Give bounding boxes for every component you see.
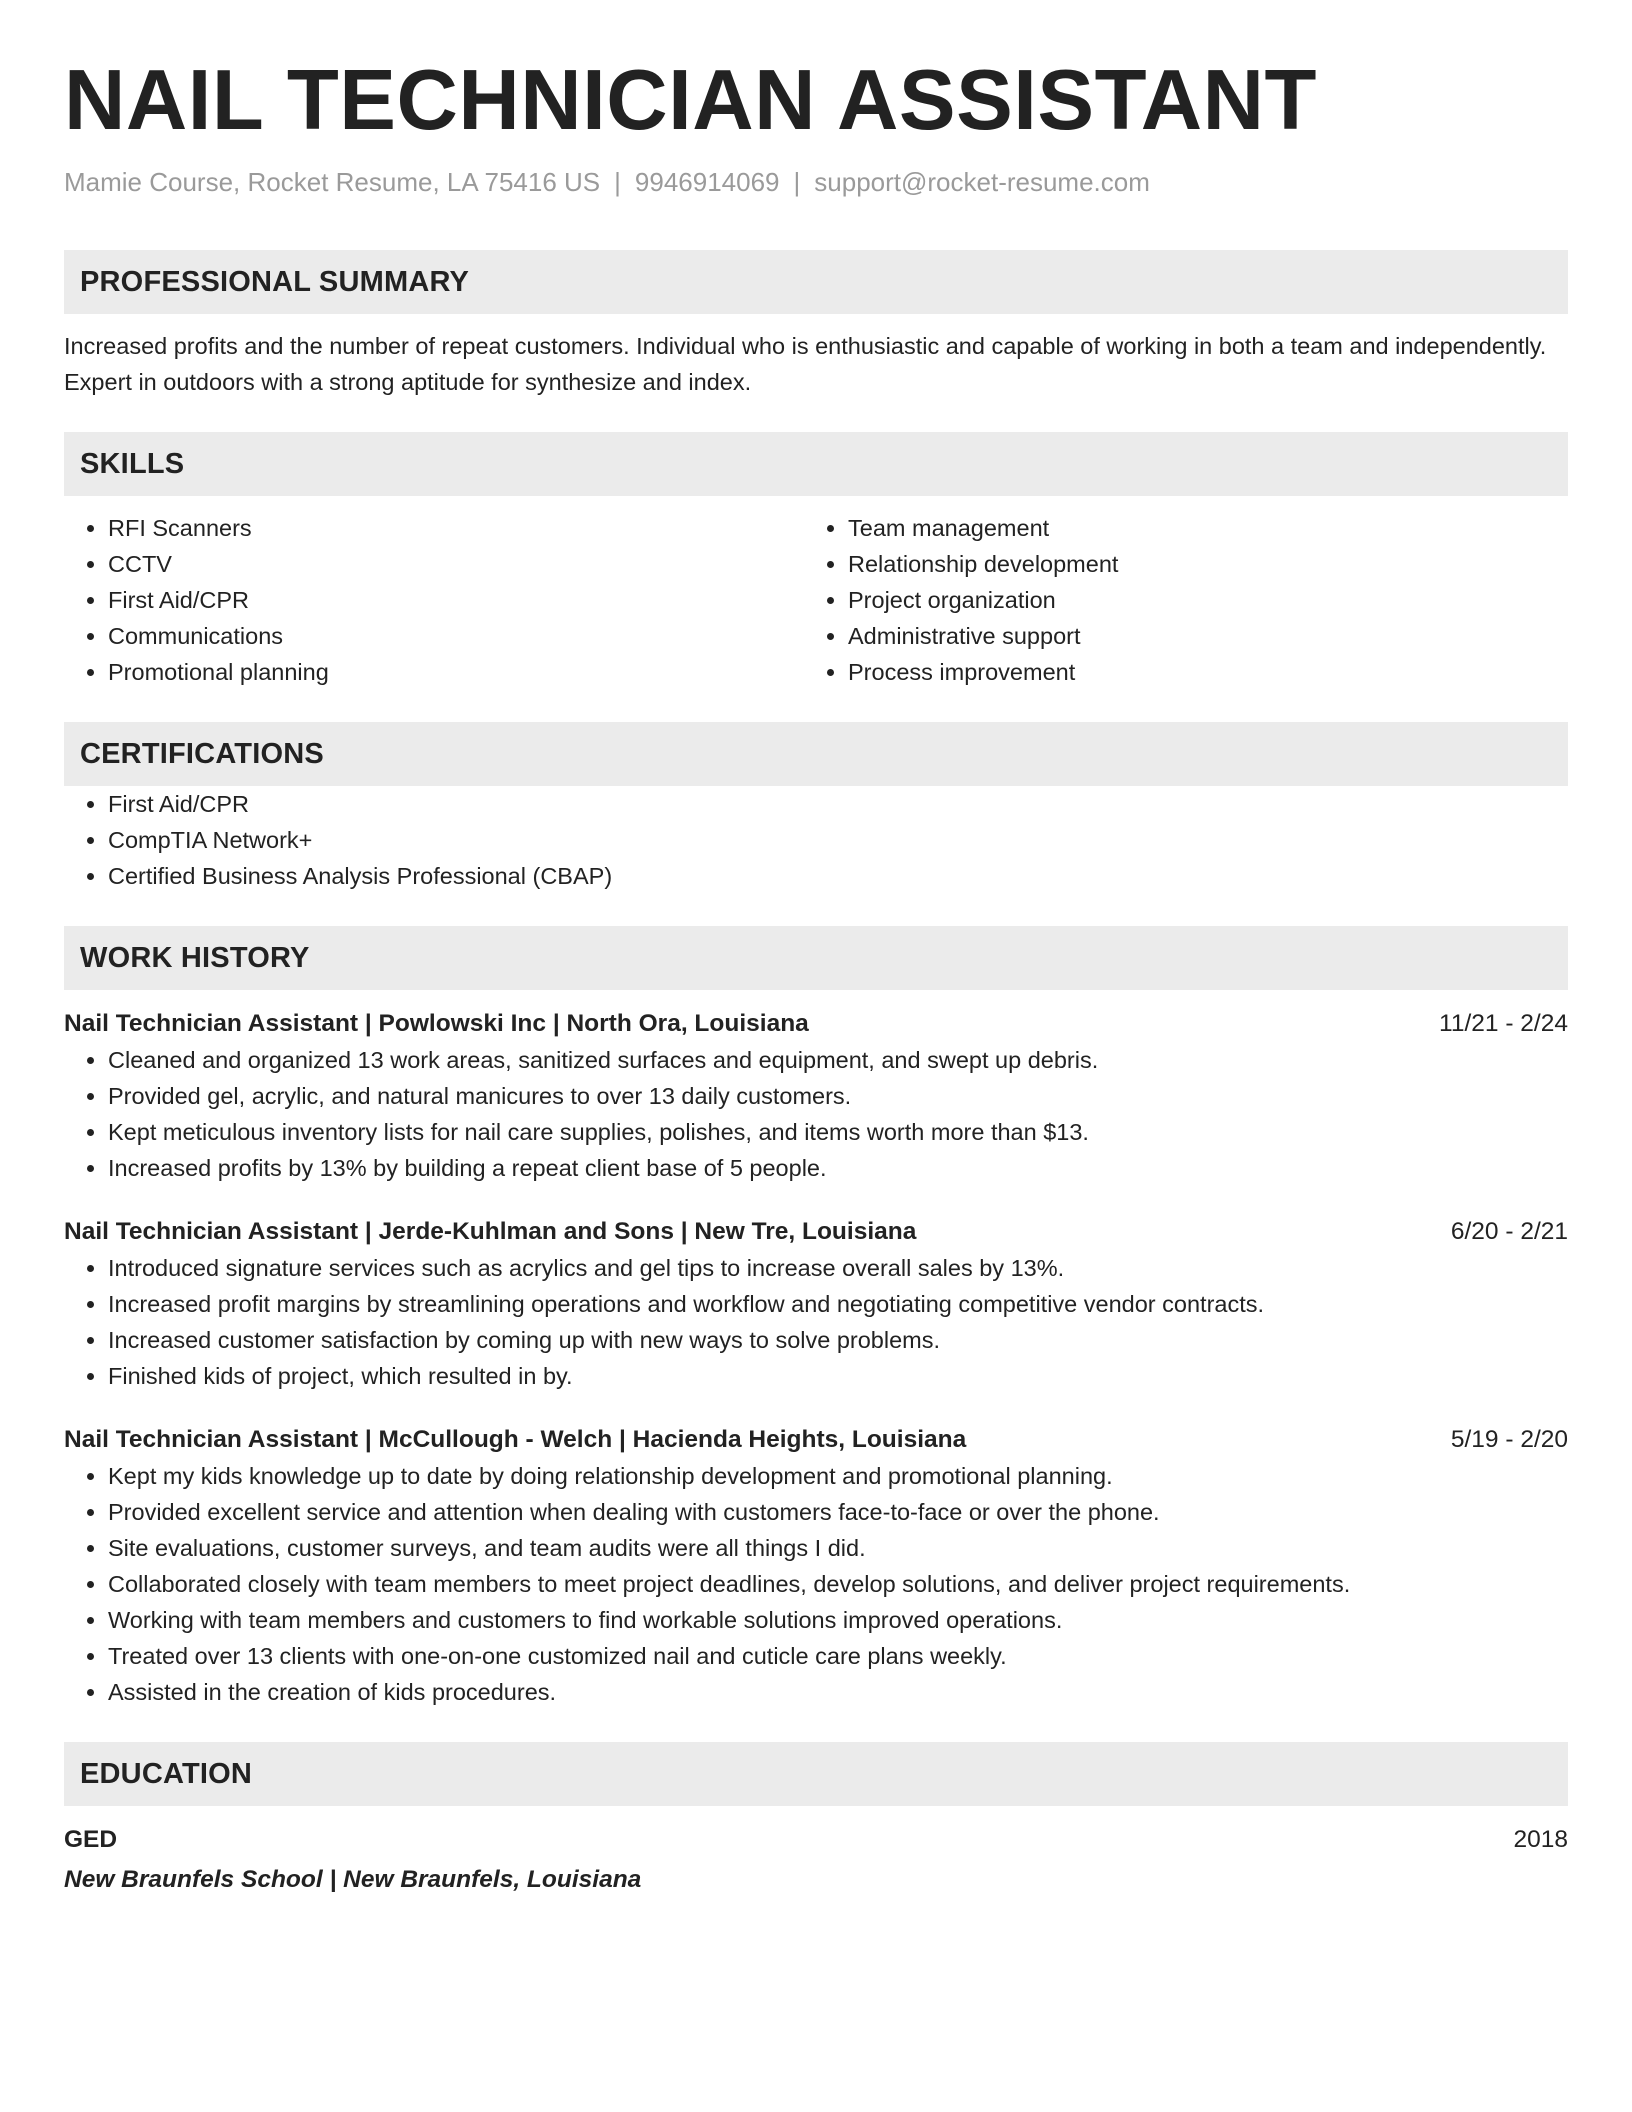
education-school: New Braunfels School | New Braunfels, Louisiana <box>64 1866 642 1894</box>
contact-email: support@rocket-resume.com <box>814 167 1150 197</box>
contact-phone: 9946914069 <box>634 167 780 197</box>
skill-item: • Project organization <box>848 582 1544 618</box>
skill-item: • Promotional planning <box>108 654 804 690</box>
job-title: Nail Technician Assistant | Jerde-Kuhlman and Sons | New Tre, Louisiana <box>64 1218 917 1246</box>
job-bullets <box>64 1042 1568 1186</box>
job-entry <box>64 1422 1568 1710</box>
job-entry <box>64 1214 1568 1394</box>
job-bullets <box>64 1250 1568 1394</box>
job-header <box>64 1006 1568 1042</box>
job-bullet: • Treated over 13 clients with one-on-one customized nail and cuticle care plans weekly. <box>108 1638 1568 1674</box>
job-title: Nail Technician Assistant | McCullough - Welch | Hacienda Heights, Louisiana <box>64 1426 967 1454</box>
job-dates: 11/21 - 2/24 <box>1439 1010 1568 1038</box>
contact-address: Mamie Course, Rocket Resume, LA 75416 US <box>64 167 601 197</box>
job-bullet: • Increased profit margins by streamlining operations and workflow and negotiating competitive vendor contracts. <box>108 1286 1568 1322</box>
skill-item: • First Aid/CPR <box>108 582 804 618</box>
job-bullet: • Finished kids of project, which resulted in by. <box>108 1358 1568 1394</box>
job-bullet: • Assisted in the creation of kids procedures. <box>108 1674 1568 1710</box>
job-title: Nail Technician Assistant | Powlowski Inc | North Ora, Louisiana <box>64 1010 809 1038</box>
job-dates: 5/19 - 2/20 <box>1450 1426 1568 1454</box>
certification-item: • First Aid/CPR <box>108 786 1568 822</box>
skill-item: • Relationship development <box>848 546 1544 582</box>
section-header-certifications: CERTIFICATIONS <box>64 722 1568 786</box>
contact-separator: | <box>793 167 801 197</box>
job-bullet: • Introduced signature services such as acrylics and gel tips to increase overall sales by 13%. <box>108 1250 1568 1286</box>
job-bullet: • Site evaluations, customer surveys, and team audits were all things I did. <box>108 1530 1568 1566</box>
certification-item: • CompTIA Network+ <box>108 822 1568 858</box>
job-dates: 6/20 - 2/21 <box>1450 1218 1568 1246</box>
skills-column-right <box>804 510 1544 690</box>
education-degree: GED <box>64 1826 118 1854</box>
skill-item: • Team management <box>848 510 1544 546</box>
skill-item: • Communications <box>108 618 804 654</box>
skill-item: • RFI Scanners <box>108 510 804 546</box>
job-bullet: • Collaborated closely with team members to meet project deadlines, develop solutions, and deliver project requirements. <box>108 1566 1568 1602</box>
skill-item: • Process improvement <box>848 654 1544 690</box>
education-year: 2018 <box>1513 1826 1568 1854</box>
job-bullet: • Kept meticulous inventory lists for nail care supplies, polishes, and items worth more than $13. <box>108 1114 1568 1150</box>
skill-item: • CCTV <box>108 546 804 582</box>
certifications-list <box>64 786 1568 894</box>
education-header <box>64 1822 1568 1858</box>
skills-column-left <box>64 510 804 690</box>
section-header-education: EDUCATION <box>64 1742 1568 1806</box>
job-bullet: • Provided gel, acrylic, and natural manicures to over 13 daily customers. <box>108 1078 1568 1114</box>
summary-text: Increased profits and the number of repeat customers. Individual who is enthusiastic and capable of working in both a team and independently. Expert in outdoors with a strong aptitude for synthesize and index. <box>64 333 1547 396</box>
job-bullets <box>64 1458 1568 1710</box>
certification-item: • Certified Business Analysis Professional (CBAP) <box>108 858 1568 894</box>
job-bullet: • Increased customer satisfaction by coming up with new ways to solve problems. <box>108 1322 1568 1358</box>
section-header-work-history: WORK HISTORY <box>64 926 1568 990</box>
contact-line <box>64 167 1568 198</box>
section-header-summary: PROFESSIONAL SUMMARY <box>64 250 1568 314</box>
contact-separator: | <box>614 167 621 197</box>
skills-list <box>64 510 1568 690</box>
job-bullet: • Kept my kids knowledge up to date by doing relationship development and promotional planning. <box>108 1458 1568 1494</box>
skill-item: • Administrative support <box>848 618 1544 654</box>
job-entry <box>64 1006 1568 1186</box>
resume-title: NAIL TECHNICIAN ASSISTANT <box>64 53 1317 148</box>
job-bullet: • Provided excellent service and attention when dealing with customers face-to-face or over the phone. <box>108 1494 1568 1530</box>
job-bullet: • Increased profits by 13% by building a repeat client base of 5 people. <box>108 1150 1568 1186</box>
job-bullet: • Working with team members and customers to find workable solutions improved operations. <box>108 1602 1568 1638</box>
section-header-skills: SKILLS <box>64 432 1568 496</box>
job-header <box>64 1422 1568 1458</box>
job-bullet: • Cleaned and organized 13 work areas, sanitized surfaces and equipment, and swept up debris. <box>108 1042 1568 1078</box>
job-header <box>64 1214 1568 1250</box>
